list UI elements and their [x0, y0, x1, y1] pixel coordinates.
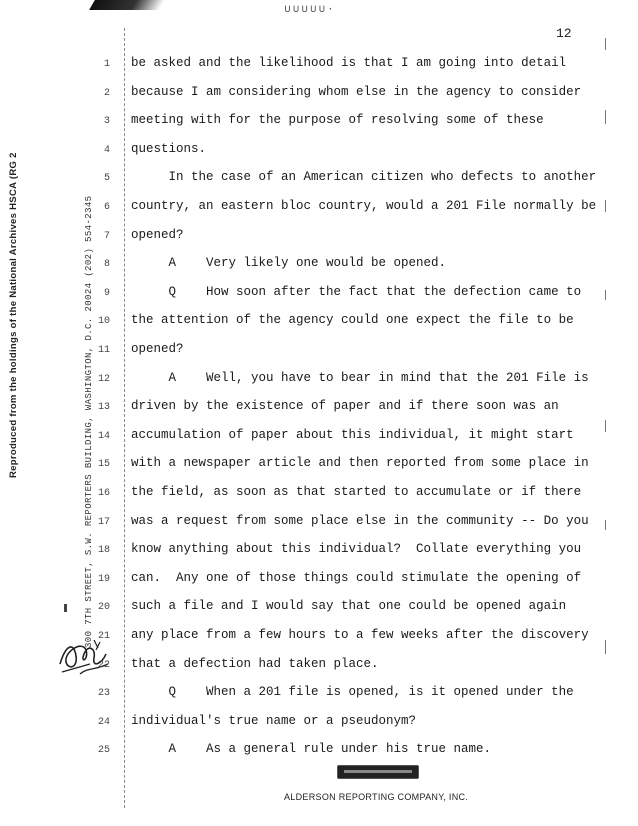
footer-stamp: [338, 766, 418, 778]
archive-note: Reproduced from the holdings of the National Archives HSCA (RG 2: [8, 152, 19, 478]
transcript-line: A As a general rule under his true name.: [131, 742, 492, 756]
transcript-line: be asked and the likelihood is that I am going into detail: [131, 56, 567, 70]
transcript-line: questions.: [131, 142, 207, 156]
transcript-line: accumulation of paper about this individual, it might start: [131, 428, 574, 442]
transcript-line: that a defection had taken place.: [131, 657, 379, 671]
line-number: 1: [103, 59, 110, 70]
transcript-line: any place from a few hours to a few weeks after the discovery: [131, 628, 589, 642]
transcript-line: with a newspaper article and then reported from some place in: [131, 456, 589, 470]
transcript-line: A Very likely one would be opened.: [131, 256, 447, 270]
transcript-line: was a request from some place else in the community -- Do you: [131, 514, 589, 528]
transcript-line: opened?: [131, 228, 184, 242]
line-number: 5: [103, 173, 110, 184]
margin-rule: [124, 28, 125, 808]
transcript-line: A Well, you have to bear in mind that the 201 File is: [131, 371, 589, 385]
transcript-line: driven by the existence of paper and if there soon was an: [131, 399, 559, 413]
line-number: 18: [97, 545, 110, 556]
line-number: 13: [97, 402, 110, 413]
line-number: 12: [97, 374, 110, 385]
transcript-line: the attention of the agency could one expect the file to be: [131, 313, 574, 327]
transcript-line: know anything about this individual? Collate everything you: [131, 542, 582, 556]
line-number: 25: [97, 745, 110, 756]
line-number: 14: [97, 431, 110, 442]
line-number: 8: [103, 259, 110, 270]
transcript-line: can. Any one of those things could stimulate the opening of: [131, 571, 582, 585]
line-number: 16: [97, 488, 110, 499]
transcript-line: Q When a 201 file is opened, is it opened under the: [131, 685, 574, 699]
line-number: 24: [97, 717, 110, 728]
top-classification-mark: ∪∪∪∪∪·: [284, 4, 336, 16]
transcript-line: country, an eastern bloc country, would a 201 File normally be: [131, 199, 597, 213]
transcript-line: Q How soon after the fact that the defection came to: [131, 285, 582, 299]
line-number: 3: [103, 116, 110, 127]
line-number: 19: [97, 574, 110, 585]
margin-tick-mark: [64, 604, 67, 612]
line-number: 9: [103, 288, 110, 299]
transcript-line: the field, as soon as that started to accumulate or if there: [131, 485, 582, 499]
transcript-line: In the case of an American citizen who defects to another: [131, 170, 597, 184]
footer-company: ALDERSON REPORTING COMPANY, INC.: [284, 792, 469, 802]
transcript-line: because I am considering whom else in the agency to consider: [131, 85, 582, 99]
transcript-line: opened?: [131, 342, 184, 356]
line-number: 4: [103, 145, 110, 156]
line-number: 23: [97, 688, 110, 699]
scan-smudge: [89, 0, 165, 10]
page-number: 12: [556, 26, 572, 41]
transcript-line: such a file and I would say that one could be opened again: [131, 599, 567, 613]
transcript-line: meeting with for the purpose of resolving some of these: [131, 113, 544, 127]
line-number: 7: [103, 231, 110, 242]
line-number: 20: [97, 602, 110, 613]
line-number: 6: [103, 202, 110, 213]
line-number: 22: [97, 660, 110, 671]
reporter-address: 300 7TH STREET, S.W. REPORTERS BUILDING, WASHINGTON, D.C. 20024 (202) 554-2345: [84, 195, 94, 648]
line-number: 10: [97, 316, 110, 327]
line-number: 2: [103, 88, 110, 99]
line-number: 15: [97, 459, 110, 470]
line-number: 11: [97, 345, 110, 356]
line-number: 17: [97, 517, 110, 528]
line-number: 21: [97, 631, 110, 642]
transcript-line: individual's true name or a pseudonym?: [131, 714, 417, 728]
